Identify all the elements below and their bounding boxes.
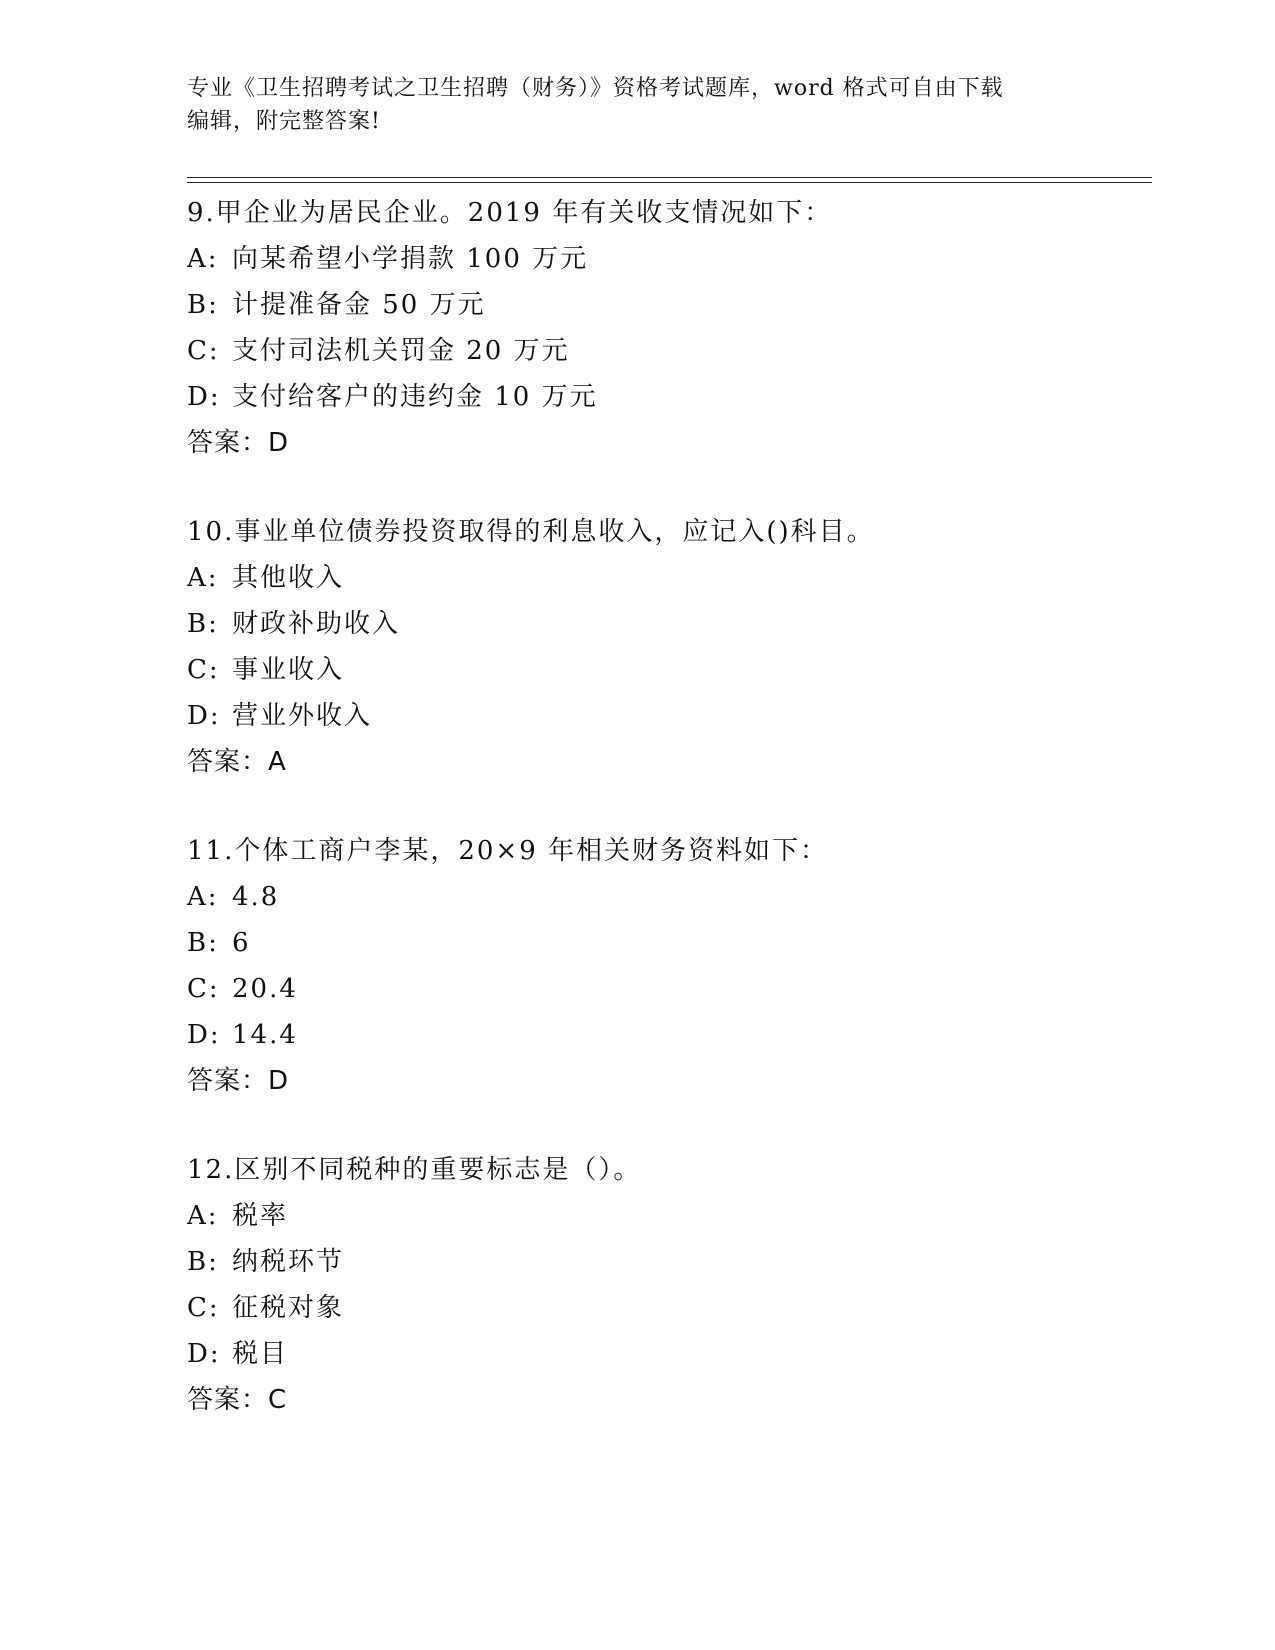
option-letter: B:: [187, 928, 219, 958]
option-c: [187, 328, 1147, 374]
answer-text: 答案：A: [187, 747, 287, 777]
option-a: [187, 236, 1147, 282]
option-b: [187, 601, 1147, 647]
question-list: [187, 190, 1147, 1466]
option-text: 纳税环节: [232, 1247, 345, 1277]
option-b: [187, 920, 1147, 966]
option-letter: A:: [187, 244, 219, 274]
option-c: [187, 1285, 1147, 1331]
option-text: 其他收入: [232, 563, 345, 593]
option-letter: A:: [187, 563, 219, 593]
option-text: 20.4: [232, 974, 298, 1004]
option-text: 税率: [232, 1201, 289, 1231]
option-letter: C:: [187, 974, 220, 1004]
option-letter: D:: [187, 1339, 221, 1369]
option-text: 支付司法机关罚金 20 万元: [232, 336, 570, 366]
question-11: [187, 828, 1147, 1104]
answer-text: 答案：D: [187, 428, 290, 458]
option-a: [187, 1193, 1147, 1239]
option-letter: D:: [187, 1020, 221, 1050]
option-text: 计提准备金 50 万元: [232, 290, 486, 320]
option-a: [187, 874, 1147, 920]
option-b: [187, 282, 1147, 328]
option-c: [187, 966, 1147, 1012]
option-text: 事业收入: [232, 655, 345, 685]
option-letter: C:: [187, 1293, 220, 1323]
header-divider-top: [187, 177, 1152, 178]
option-text: 4.8: [232, 882, 280, 912]
header-divider-bottom: [187, 182, 1152, 183]
question-stem: 10.事业单位债券投资取得的利息收入，应记入()科目。: [187, 517, 875, 547]
option-d: [187, 374, 1147, 420]
option-letter: B:: [187, 609, 219, 639]
answer-text: 答案：C: [187, 1385, 288, 1415]
question-10: [187, 509, 1147, 785]
question-stem: 12.区别不同税种的重要标志是（）。: [187, 1155, 642, 1185]
option-letter: D:: [187, 382, 221, 412]
option-d: [187, 1012, 1147, 1058]
option-text: 6: [232, 928, 251, 958]
option-letter: D:: [187, 701, 221, 731]
question-12: [187, 1147, 1147, 1423]
option-b: [187, 1239, 1147, 1285]
option-letter: A:: [187, 882, 219, 912]
option-letter: B:: [187, 290, 219, 320]
question-stem: 11.个体工商户李某，20×9 年相关财务资料如下：: [187, 836, 829, 866]
option-text: 营业外收入: [232, 701, 373, 731]
option-text: 向某希望小学捐款 100 万元: [232, 244, 589, 274]
answer-text: 答案：D: [187, 1066, 290, 1096]
option-text: 14.4: [232, 1020, 298, 1050]
header-line-1: 专业《卫生招聘考试之卫生招聘（财务）》资格考试题库，word 格式可自由下载: [187, 76, 1004, 101]
option-c: [187, 647, 1147, 693]
option-d: [187, 693, 1147, 739]
option-letter: C:: [187, 655, 220, 685]
option-letter: A:: [187, 1201, 219, 1231]
option-text: 支付给客户的违约金 10 万元: [232, 382, 598, 412]
option-a: [187, 555, 1147, 601]
question-9: [187, 190, 1147, 466]
option-d: [187, 1331, 1147, 1377]
option-letter: B:: [187, 1247, 219, 1277]
option-text: 税目: [232, 1339, 289, 1369]
option-text: 财政补助收入: [232, 609, 401, 639]
option-letter: C:: [187, 336, 220, 366]
question-stem: 9.甲企业为居民企业。2019 年有关收支情况如下：: [187, 198, 833, 228]
document-header: [187, 72, 1087, 138]
header-line-2: 编辑，附完整答案!: [187, 109, 381, 134]
option-text: 征税对象: [232, 1293, 345, 1323]
